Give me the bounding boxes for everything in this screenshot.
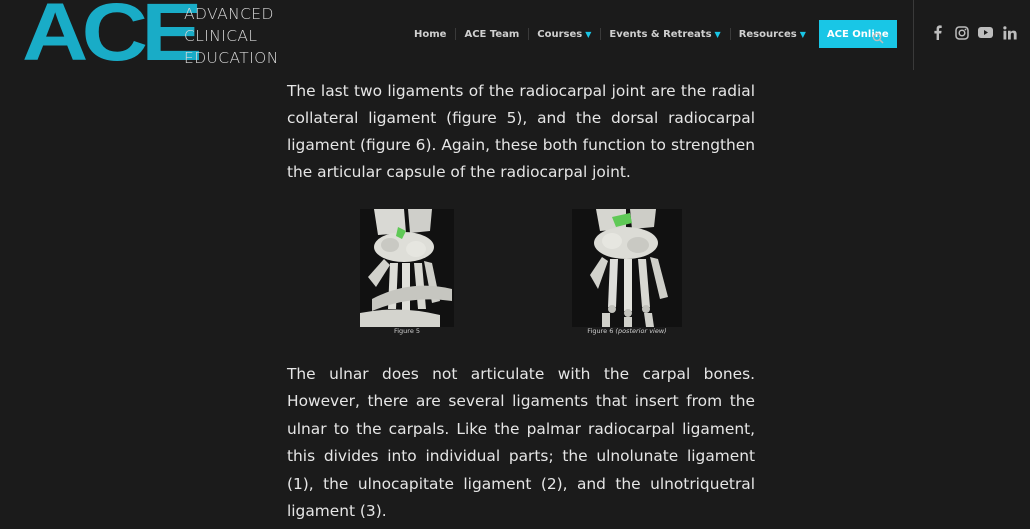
nav-label: ACE Team <box>464 28 520 40</box>
chevron-down-icon: ▼ <box>585 29 592 39</box>
nav-label: Events & Retreats <box>609 28 712 40</box>
figure-5-image <box>360 209 454 327</box>
figure-6-image <box>572 209 682 327</box>
logo-mark: ACE <box>22 0 196 78</box>
main-navigation <box>405 20 897 48</box>
figure-6-caption <box>572 327 682 335</box>
facebook-icon[interactable] <box>930 25 945 40</box>
search-icon[interactable] <box>872 29 884 41</box>
article-paragraph-2 <box>287 361 755 525</box>
ace-online-button[interactable]: ACE Online <box>819 20 897 48</box>
nav-item-resources[interactable] <box>730 20 815 48</box>
nav-item-ace-team[interactable] <box>455 20 528 48</box>
nav-label: Home <box>414 28 447 40</box>
chevron-down-icon: ▼ <box>714 29 721 39</box>
logo-word: CLINICAL <box>184 27 258 45</box>
caption-text: Figure 5 <box>393 327 421 335</box>
social-links <box>930 25 1017 40</box>
figure-5-caption <box>360 327 454 335</box>
paragraph-text: The last two ligaments of the radiocarpal joint are the radial collateral ligament (figure 5), and the dorsal radiocarpal ligament (figure 6). Again, these both function to strengthen the articular capsule of the radiocarpal joint. <box>287 82 755 181</box>
nav-label: Resources <box>738 28 797 40</box>
logo-word: ADVANCED <box>184 5 274 23</box>
article-paragraph-1 <box>287 78 755 186</box>
site-logo[interactable] <box>22 0 279 78</box>
caption-note: (posterior view) <box>615 327 667 335</box>
caption-text: Figure 6 <box>587 327 614 335</box>
logo-word: EDUCATION <box>184 49 279 67</box>
header-divider <box>913 0 914 70</box>
nav-item-events-retreats[interactable] <box>600 20 729 48</box>
linkedin-icon[interactable] <box>1002 25 1017 40</box>
youtube-icon[interactable] <box>978 25 993 40</box>
nav-item-home[interactable] <box>405 20 455 48</box>
logo-wordmark <box>184 3 279 69</box>
instagram-icon[interactable] <box>954 25 969 40</box>
nav-item-courses[interactable] <box>528 20 600 48</box>
paragraph-text: The ulnar does not articulate with the carpal bones. However, there are several ligaments that insert from the ulnar to the carpals. Like the palmar radiocarpal ligament, this divides into individual parts; the ulnolunate ligament (1), the ulnocapitate ligament (2), and the ulnotriquetral ligament (3). <box>287 365 755 521</box>
chevron-down-icon: ▼ <box>799 29 806 39</box>
nav-label: Courses <box>537 28 583 40</box>
